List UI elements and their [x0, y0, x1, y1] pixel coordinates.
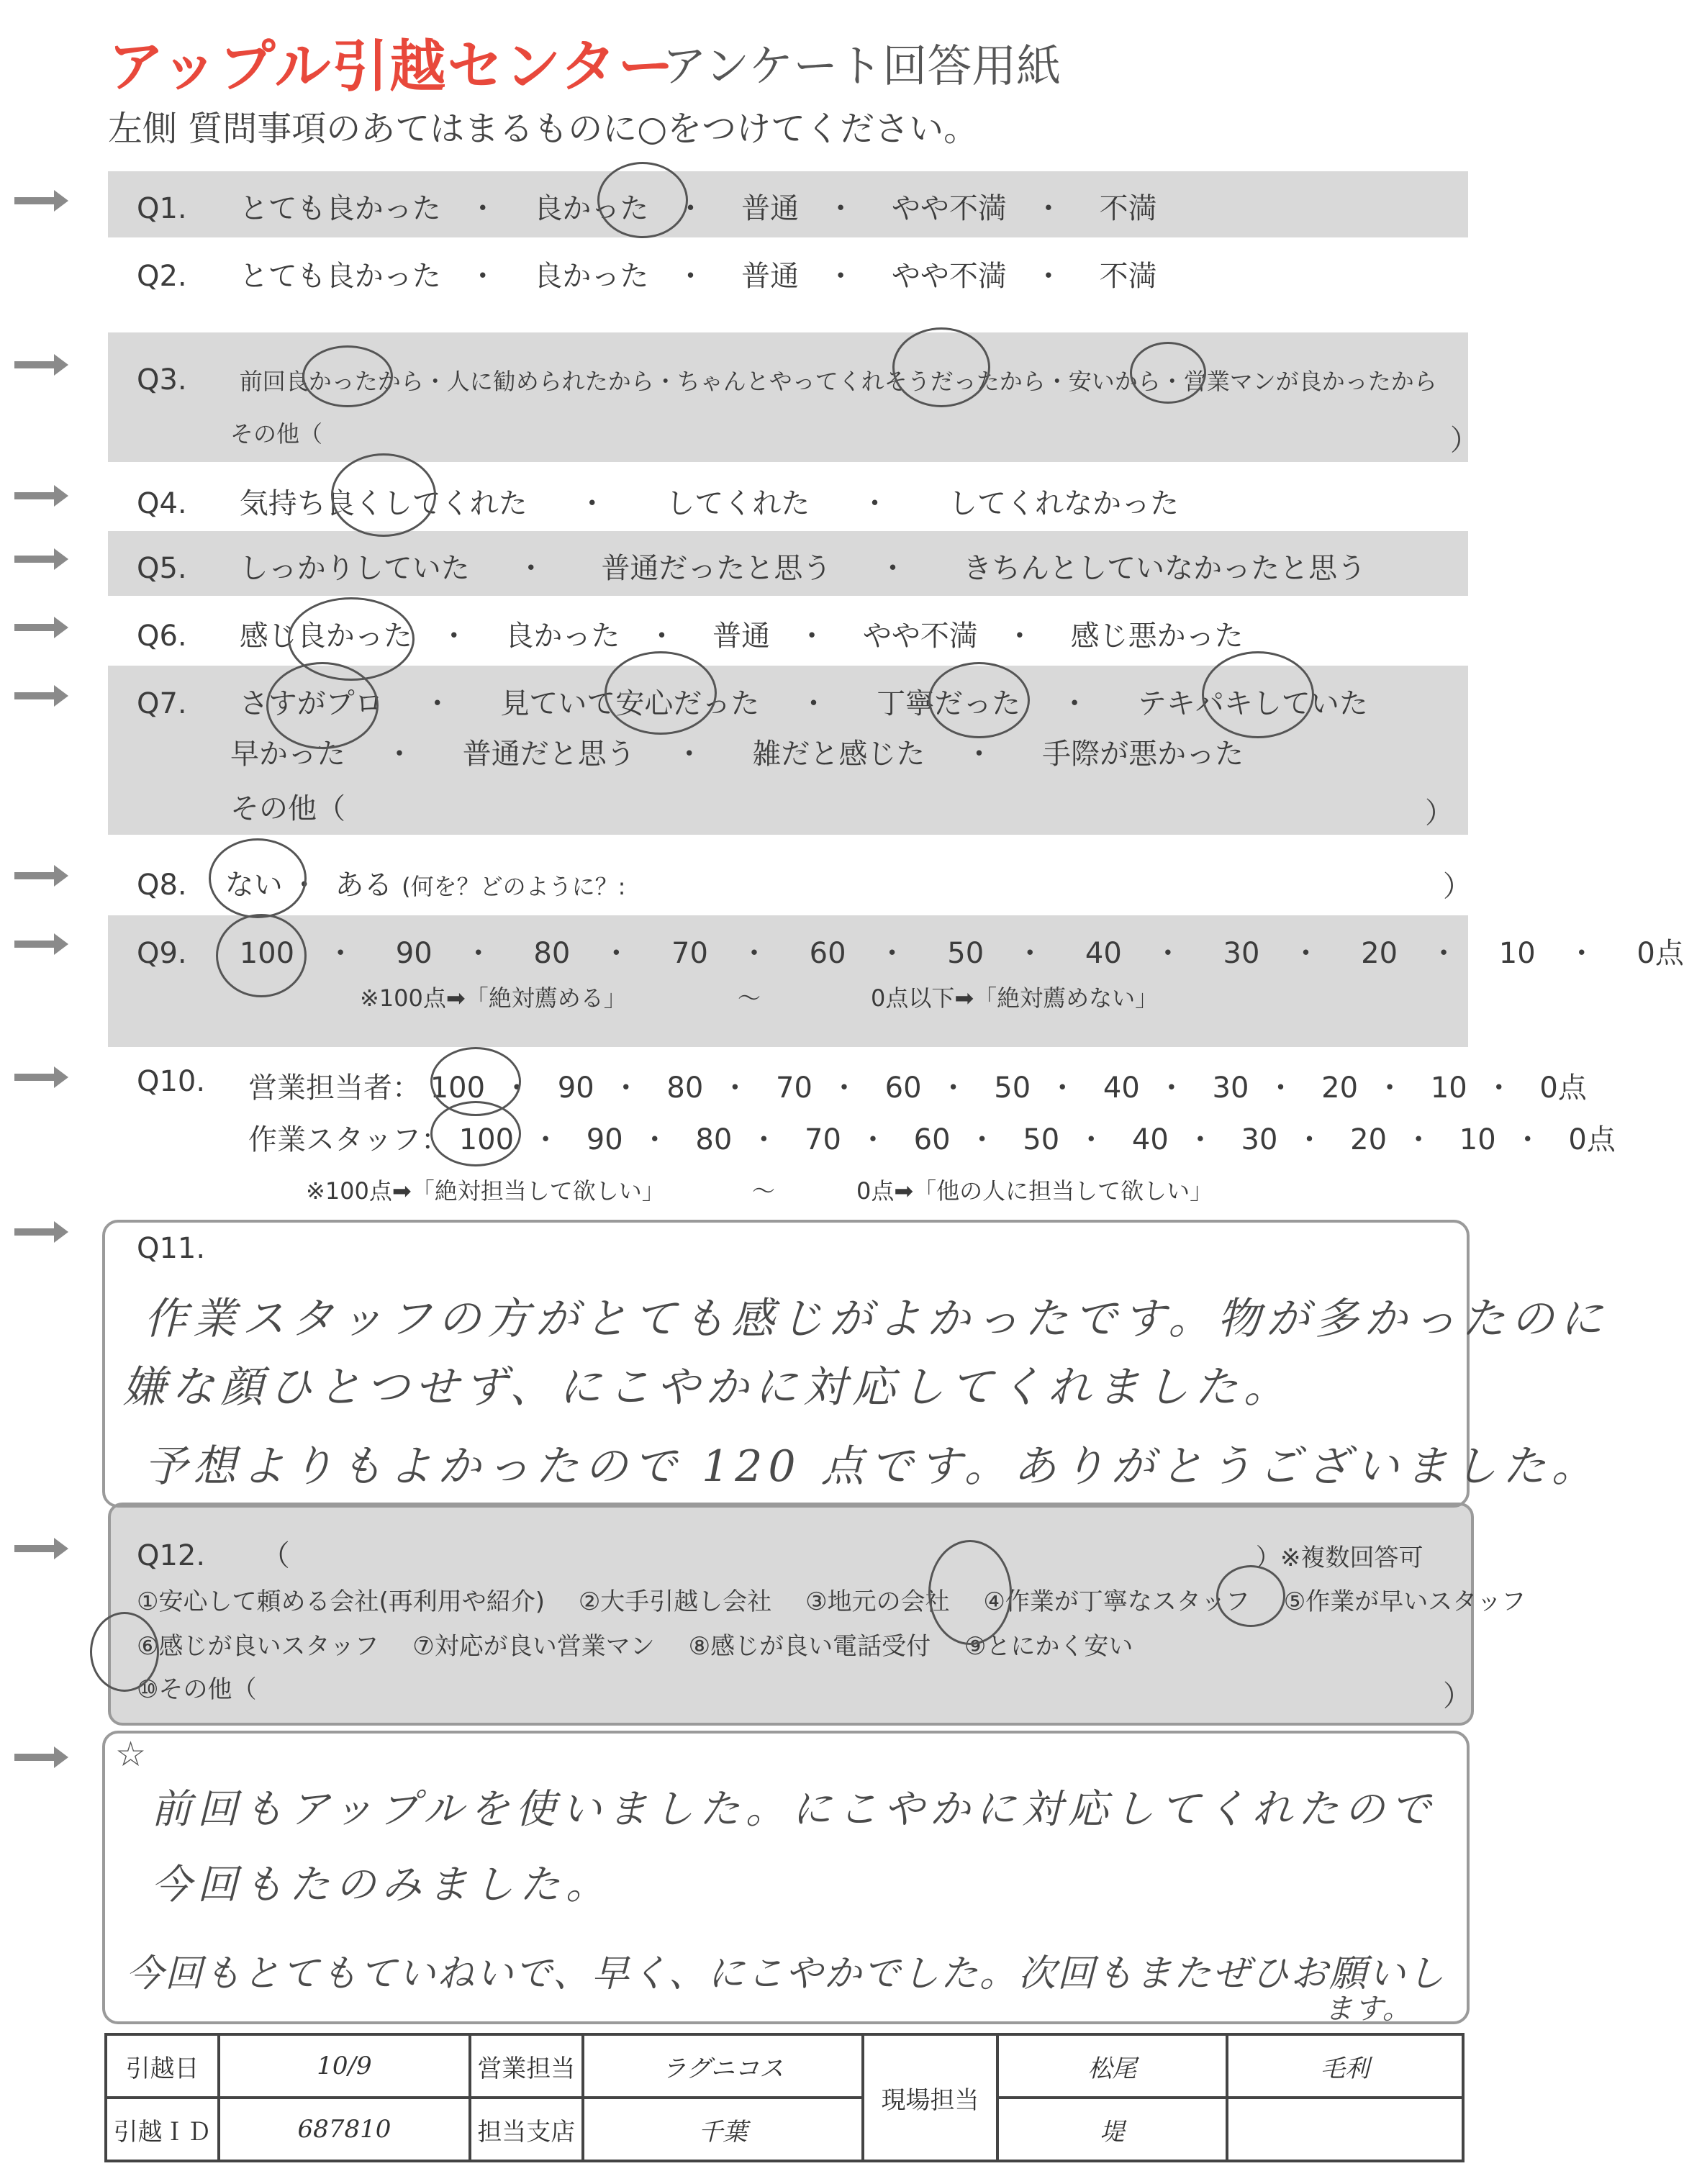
- answer-circle: [605, 651, 717, 735]
- q2-option-5[interactable]: 不満: [1099, 260, 1157, 293]
- q10-staff-80[interactable]: 80: [695, 1123, 733, 1156]
- q12-close-paren-bottom: ）: [1443, 1680, 1472, 1713]
- q10-sales-50[interactable]: 50: [994, 1071, 1031, 1105]
- arrow-icon: [14, 189, 68, 213]
- q10-sales-20[interactable]: 20: [1321, 1071, 1359, 1105]
- move-date-value[interactable]: 10/9: [219, 2034, 470, 2098]
- q10-staff-60[interactable]: 60: [913, 1123, 951, 1156]
- answer-circle: [892, 327, 990, 407]
- field-staff-empty-cell[interactable]: [1227, 2098, 1463, 2161]
- comment-line-3[interactable]: 今回もとてもていねいで、早く、にこやかでした。次回もまたぜひお願いし: [126, 1952, 1446, 1995]
- q6-option-3[interactable]: 普通: [712, 620, 771, 653]
- q12-options-row-1: [137, 1582, 1552, 1617]
- comment-line-4[interactable]: ます。: [1324, 1993, 1413, 2026]
- branch-value[interactable]: 千葉: [583, 2098, 863, 2161]
- q12-option-7[interactable]: ⑦対応が良い営業マン: [412, 1632, 655, 1661]
- q12-option-5[interactable]: ⑤作業が早いスタッフ: [1283, 1587, 1526, 1616]
- sales-label: 営業担当: [470, 2034, 583, 2098]
- q11-answer-line-3[interactable]: 予想よりもよかったので 120 点です。ありがとうございました。: [144, 1441, 1601, 1492]
- q2-option-4[interactable]: やや不満: [891, 260, 1007, 293]
- q10-note-mid: 〜: [752, 1177, 776, 1205]
- q9-score-80[interactable]: 80: [533, 937, 571, 970]
- arrow-icon: [14, 1065, 68, 1089]
- q12-option-1[interactable]: ①安心して頼める会社(再利用や紹介): [137, 1587, 546, 1616]
- comment-line-1[interactable]: 前回もアップルを使いました。にこやかに対応してくれたので: [151, 1786, 1436, 1833]
- q10-staff-20[interactable]: 20: [1350, 1123, 1388, 1156]
- q9-row: Q9. 100 ・ 90 ・ 80 ・ 70 ・ 60 ・ 50 ・ 40 ・ 30 ・ 20 ・ 10 ・ 0点: [137, 930, 1684, 971]
- field-staff-value-2[interactable]: 毛利: [1227, 2034, 1463, 2098]
- arrow-icon: [14, 932, 68, 956]
- q11-answer-line-1[interactable]: 作業スタッフの方がとても感じがよかったです。物が多かったのに: [144, 1294, 1609, 1344]
- q2-row: Q2. とても良かった ・ 良かった ・ 普通 ・ やや不満 ・ 不満: [137, 253, 1157, 294]
- q10-sales-80[interactable]: 80: [666, 1071, 704, 1105]
- q9-note-left: ※100点➡「絶対薦める」: [360, 984, 627, 1012]
- q9-score-40[interactable]: 40: [1085, 937, 1122, 970]
- q10-note-left: ※100点➡「絶対担当して欲しい」: [306, 1177, 665, 1205]
- q9-score-50[interactable]: 50: [947, 937, 984, 970]
- q10-staff-0[interactable]: 0点: [1568, 1123, 1616, 1156]
- q4-row: Q4. 気持ち良くしてくれた ・ してくれた ・ してくれなかった: [137, 481, 1179, 522]
- q7-option-2[interactable]: 見ていて安心だった: [500, 687, 760, 720]
- arrow-icon: [14, 684, 68, 708]
- staff-info-table: [104, 2033, 1465, 2162]
- q2-label: Q2.: [137, 260, 187, 293]
- q7-option-8[interactable]: 手際が悪かった: [1042, 738, 1244, 771]
- q1-option-3[interactable]: 普通: [741, 192, 800, 225]
- q9-score-10[interactable]: 10: [1498, 937, 1536, 970]
- q10-staff-50[interactable]: 50: [1023, 1123, 1060, 1156]
- q5-label: Q5.: [137, 552, 187, 585]
- q9-score-0[interactable]: 0点: [1637, 937, 1684, 970]
- q5-option-1[interactable]: しっかりしていた: [239, 552, 470, 585]
- q10-sales-row: 営業担当者： 100 ・ 90 ・ 80 ・ 70 ・ 60 ・ 50 ・ 40 ・ 30 ・ 20 ・ 10 ・ 0点: [248, 1065, 1587, 1106]
- q8-row: Q8. ない ・ ある (何を？どのように？:: [137, 862, 625, 903]
- answer-circle: [1216, 1565, 1285, 1627]
- q9-label: Q9.: [137, 937, 187, 970]
- q8-detail[interactable]: (何を？どのように？:: [402, 873, 626, 900]
- q7-row-2: 早かった ・ 普通だと思う ・ 雑だと感じた ・ 手際が悪かった: [230, 731, 1244, 772]
- q12-multi-note: ※複数回答可: [1280, 1544, 1423, 1572]
- q9-score-20[interactable]: 20: [1361, 937, 1398, 970]
- q4-option-1[interactable]: 気持ち良くしてくれた: [239, 487, 528, 520]
- branch-label: 担当支店: [470, 2098, 583, 2161]
- star-icon: ☆: [115, 1734, 147, 1775]
- arrow-icon: [14, 484, 68, 508]
- q8-option-none[interactable]: ない: [225, 869, 283, 902]
- q10-staff-40[interactable]: 40: [1131, 1123, 1169, 1156]
- q2-option-1[interactable]: とても良かった: [239, 260, 441, 293]
- q1-row: Q1. とても良かった ・ 良かった ・ 普通 ・ やや不満 ・ 不満: [137, 186, 1157, 227]
- q12-open-paren: （: [261, 1539, 290, 1572]
- q9-score-100[interactable]: 100: [239, 937, 295, 970]
- arrow-icon: [14, 1745, 68, 1770]
- q7-option-4[interactable]: テキパキしていた: [1137, 687, 1368, 720]
- answer-circle: [1202, 651, 1314, 738]
- q12-label-row: [137, 1533, 290, 1574]
- q8-close-paren: ）: [1443, 870, 1472, 903]
- move-id-value[interactable]: 687810: [219, 2098, 470, 2161]
- q3-other[interactable]: その他（: [230, 420, 323, 448]
- q10-sales-100[interactable]: 100: [430, 1071, 486, 1105]
- q12-option-9[interactable]: ⑨とにかく安い: [964, 1632, 1133, 1661]
- q7-other[interactable]: その他（: [230, 792, 345, 825]
- q1-option-4[interactable]: やや不満: [891, 192, 1007, 225]
- q6-row: Q6. 感じ良かった ・ 良かった ・ 普通 ・ やや不満 ・ 感じ悪かった: [137, 613, 1244, 654]
- q1-option-1[interactable]: とても良かった: [239, 192, 441, 225]
- arrow-icon: [14, 353, 68, 377]
- q6-label: Q6.: [137, 620, 187, 653]
- q5-option-2[interactable]: 普通だったと思う: [601, 552, 832, 585]
- q10-label-row: [137, 1065, 230, 1098]
- arrow-icon: [14, 864, 68, 888]
- q6-option-4[interactable]: やや不満: [862, 620, 978, 653]
- q11-label: Q11.: [137, 1232, 206, 1265]
- q10-sales-0[interactable]: 0点: [1539, 1071, 1587, 1105]
- instruction-text: 左側 質問事項のあてはまるものに○をつけてください。: [108, 109, 979, 149]
- q9-note-mid: 〜: [738, 984, 761, 1012]
- arrow-icon: [14, 1220, 68, 1244]
- q10-note-right: 0点➡「他の人に担当して欲しい」: [856, 1177, 1213, 1205]
- field-staff-value-1[interactable]: 松尾: [997, 2034, 1226, 2098]
- answer-circle: [928, 662, 1030, 738]
- q10-label: Q10.: [137, 1065, 206, 1098]
- q12-option-2[interactable]: ②大手引越し会社: [578, 1587, 772, 1616]
- q12-option-6[interactable]: ⑥感じが良いスタッフ: [137, 1632, 379, 1661]
- answer-circle: [597, 162, 688, 238]
- q9-score-30[interactable]: 30: [1223, 937, 1260, 970]
- q1-option-5[interactable]: 不満: [1099, 192, 1157, 225]
- field-staff-value-3[interactable]: 堤: [997, 2098, 1226, 2161]
- arrow-icon: [14, 547, 68, 571]
- q6-option-2[interactable]: 良かった: [504, 620, 620, 653]
- form-subtitle: アンケート回答用紙: [662, 40, 1061, 92]
- q10-staff-30[interactable]: 30: [1241, 1123, 1278, 1156]
- sales-value[interactable]: ラグニコス: [583, 2034, 863, 2098]
- q12-option-8[interactable]: ⑧感じが良い電話受付: [688, 1632, 931, 1661]
- q9-note-right: 0点以下➡「絶対薦めない」: [871, 984, 1159, 1012]
- q5-row: Q5. しっかりしていた ・ 普通だったと思う ・ きちんとしていなかったと思う: [137, 545, 1366, 586]
- q9-score-90[interactable]: 90: [395, 937, 433, 970]
- q10-sales-30[interactable]: 30: [1212, 1071, 1249, 1105]
- q4-option-3[interactable]: してくれなかった: [949, 487, 1180, 520]
- q10-staff-row: 作業スタッフ： 100 ・ 90 ・ 80 ・ 70 ・ 60 ・ 50 ・ 40 ・ 30 ・ 20 ・ 10 ・ 0点: [248, 1117, 1616, 1158]
- q1-label: Q1.: [137, 192, 187, 225]
- q10-sales-10[interactable]: 10: [1430, 1071, 1467, 1105]
- q11-answer-line-2[interactable]: 嫌な顔ひとつせず、にこやかに対応してくれました。: [122, 1362, 1293, 1413]
- q1-option-2[interactable]: 良かった: [533, 192, 649, 225]
- q12-option-3[interactable]: ③地元の会社: [805, 1587, 950, 1616]
- company-title: アップル引越センター: [108, 35, 676, 99]
- q7-option-1[interactable]: さすがプロ: [239, 687, 384, 720]
- q7-option-5[interactable]: 早かった: [230, 738, 345, 771]
- q3-label: Q3.: [137, 363, 187, 397]
- q12-multi-note-row: [1256, 1538, 1423, 1573]
- q9-score-70[interactable]: 70: [671, 937, 708, 970]
- q12-option-4[interactable]: ④作業が丁寧なスタッフ: [983, 1587, 1250, 1616]
- q6-option-1[interactable]: 感じ良かった: [239, 620, 412, 653]
- q2-option-3[interactable]: 普通: [741, 260, 800, 293]
- q10-sales-40[interactable]: 40: [1103, 1071, 1140, 1105]
- q7-option-3[interactable]: 丁寧だった: [877, 687, 1021, 720]
- answer-circle: [266, 662, 379, 749]
- arrow-icon: [14, 1536, 68, 1561]
- q12-label: Q12.: [137, 1539, 206, 1572]
- q7-close-paren: ）: [1425, 797, 1454, 830]
- q7-option-7[interactable]: 雑だと感じた: [752, 738, 925, 771]
- answer-circle: [216, 914, 307, 997]
- q10-sales-90[interactable]: 90: [557, 1071, 594, 1105]
- answer-circle: [1130, 342, 1206, 404]
- q10-staff-100[interactable]: 100: [458, 1123, 515, 1156]
- q10-staff-label: 作業スタッフ：: [248, 1123, 450, 1156]
- q3-close-paren: ）: [1450, 424, 1479, 457]
- q6-option-5[interactable]: 感じ悪かった: [1070, 620, 1244, 653]
- q7-label: Q7.: [137, 687, 187, 720]
- q8-option-some[interactable]: ある: [335, 869, 393, 902]
- q8-label: Q8.: [137, 869, 187, 902]
- q12-close-paren: ）: [1256, 1544, 1280, 1572]
- q10-sales-70[interactable]: 70: [776, 1071, 812, 1105]
- answer-circle: [302, 345, 393, 407]
- q10-staff-10[interactable]: 10: [1459, 1123, 1496, 1156]
- q10-sales-label: 営業担当者：: [248, 1071, 421, 1105]
- q12-options-row-2: [137, 1626, 1159, 1662]
- q12-option-10[interactable]: ⑩その他（: [137, 1675, 257, 1704]
- q4-label: Q4.: [137, 487, 187, 520]
- q10-staff-70[interactable]: 70: [805, 1123, 841, 1156]
- move-date-label: 引越日: [106, 2034, 219, 2098]
- q3-options[interactable]: 前回良かったから・人に勧められたから・ちゃんとやってくれそうだったから・安いから・営業マンが良かったから: [239, 368, 1437, 395]
- q7-option-6[interactable]: 普通だと思う: [462, 738, 635, 771]
- q4-option-2[interactable]: してくれた: [666, 487, 810, 520]
- answer-circle: [90, 1612, 159, 1692]
- q5-option-3[interactable]: きちんとしていなかったと思う: [963, 552, 1367, 585]
- answer-circle: [928, 1540, 1012, 1645]
- field-staff-label: 現場担当: [863, 2034, 997, 2161]
- q10-sales-60[interactable]: 60: [884, 1071, 922, 1105]
- answer-circle: [430, 1101, 521, 1166]
- comment-line-2[interactable]: 今回もたのみました。: [151, 1862, 612, 1908]
- arrow-icon: [14, 615, 68, 640]
- answer-circle: [209, 838, 307, 918]
- q2-option-2[interactable]: 良かった: [533, 260, 649, 293]
- q9-score-60[interactable]: 60: [809, 937, 846, 970]
- answer-circle: [331, 453, 436, 537]
- move-id-label: 引越ＩＤ: [106, 2098, 219, 2161]
- q10-staff-90[interactable]: 90: [586, 1123, 623, 1156]
- q7-row-1: Q7. さすがプロ ・ 見ていて安心だった ・ 丁寧だった ・ テキパキしていた: [137, 681, 1368, 722]
